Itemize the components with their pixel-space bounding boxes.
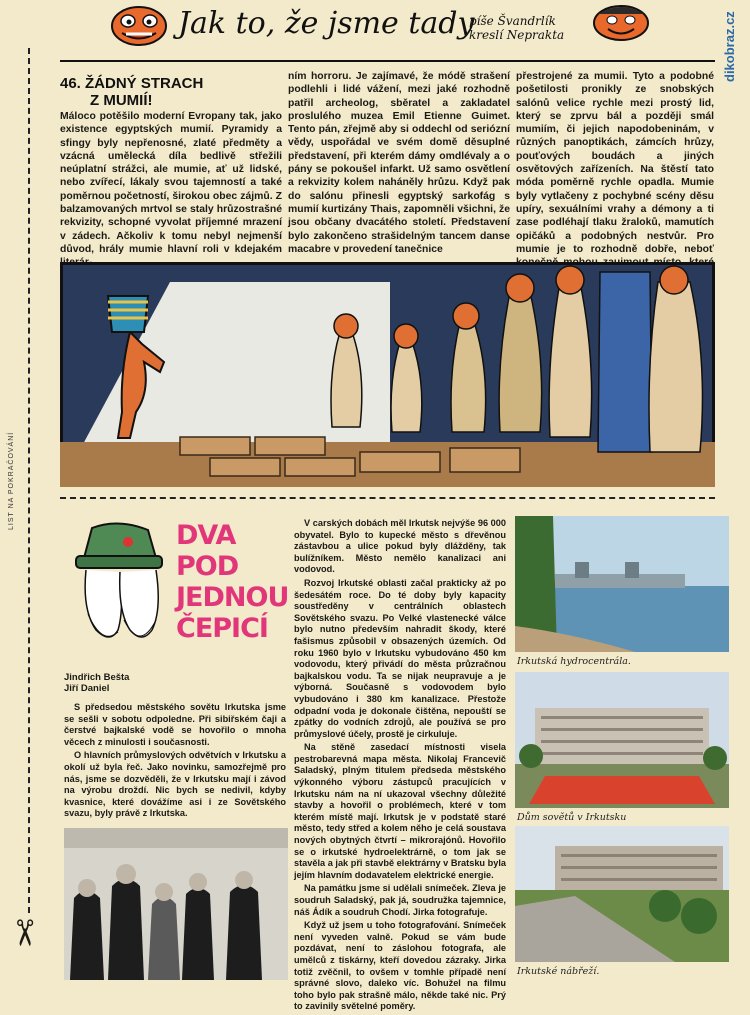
side-url: dikobraz.cz	[722, 11, 737, 82]
article-paragraph: O hlavních průmyslových odvětvích v Irkutsku a okolí už byla řeč. Jako novinku, samozřejmě pro nás, jsme se dozvěděli, že v Irkutsku mají i závod na výrobu droždí. Nic bych se nedivil, kdyby kvasnice, které dovážíme asi i ze Sovětského svazu, byly právě z Irkutska.	[64, 750, 286, 819]
header-credit	[469, 14, 564, 42]
soviet-house-photo	[515, 672, 729, 808]
two-men-cap-icon	[66, 520, 168, 660]
photo-caption: Irkutská hydrocentrála.	[517, 656, 631, 667]
top-rule	[60, 60, 715, 62]
scissors-icon: ✂	[4, 917, 46, 949]
hydro-plant-photo	[515, 516, 729, 652]
article-paragraph: přestrojené za mumii. Tyto a podobné pošetilosti pronikly ze snobských salónů velice rychle mezi prostý lid, který se zprvu bál a později smál mumiím, či jejich napodobeninám, v různých panoptikách, zámcích hrůzy, pouťových boudách a jiných osvětových zařízeních. Na štěstí tato móda poměrně rychle opadla. Mumie byly vytlačeny z pochybné scény děsu upíry, sexuálními vrahy a démony a ti zase podléhají tlaku žraloků, mamutích opičáků a podobných nestvůr. Pro mumie je to rozhodně dobře, neboť	[516, 71, 714, 255]
article-title	[60, 75, 285, 109]
author-name: Jindřich Bešta	[64, 672, 130, 683]
article-title-line-2: Z MUMIÍ!	[90, 92, 153, 109]
article-2-column-2	[294, 518, 506, 1015]
mummy-cartoon-image	[60, 262, 715, 487]
photo-caption: Irkutské nábřeží.	[517, 966, 600, 977]
article-column-1	[60, 110, 282, 270]
header-author-credit: píše Švandrlík	[469, 14, 556, 28]
caricature-face-icon	[590, 2, 652, 44]
article-paragraph: S předsedou městského sovětu Irkutska jsme se sešli v sobotu odpoledne. Při sibiřském čaji a čerstvé bajkalské vodě se hovořilo o mnoha věcech z minulosti i současnosti.	[64, 702, 286, 747]
cut-line-left	[28, 48, 30, 913]
header-illustrator-credit: kreslí Neprakta	[469, 28, 565, 42]
photo-embankment	[515, 826, 729, 962]
article-2-title	[176, 520, 288, 644]
cut-line-horizontal	[60, 497, 715, 499]
photo-caption: Dům sovětů v Irkutsku	[517, 812, 627, 823]
page-header-title: Jak to, že jsme tady	[178, 6, 475, 41]
article-paragraph: Na stěně zasedací místnosti visela pestrobarevná mapa města. Nikolaj Francevič Saladský, plným titulem předseda městského výkonného výboru zástupců pracujících v Irkutsku nám na ní ukazoval všechny důležité stavby a hovořil o problémech, které v tom kterém místě mají. Irkutsk je v podstatě staré město, tedy střed a kolem něho je celá soustava nových obytných čtvrtí – mikrorajónů. Hovořilo se o irkutské hydroelektrárně, o tom jak se stavěla a jak při stavbě elektrárny v Bratsku byla jejím hlavním dodavatelem elektrické energie.	[294, 742, 506, 880]
title-line: POD	[176, 551, 239, 582]
caricature-face-icon	[108, 4, 170, 48]
fold-label: LIST NA POKRAČOVÁNÍ	[8, 431, 15, 530]
group-photo-image	[64, 828, 288, 980]
photo-hydro	[515, 516, 729, 652]
article-paragraph: Na památku jsme si udělali snímeček. Zleva je soudruh Saladský, pak já, soudružka tajemnice, náš Ádík a soudruh Chodí. Jirka fotografuje.	[294, 883, 506, 917]
mummy-illustration	[60, 262, 715, 487]
article-2-authors	[64, 672, 129, 694]
title-line: JEDNOU	[176, 582, 289, 613]
header-right-face	[590, 2, 652, 44]
article-paragraph: ním horroru. Je zajímavé, že módě strašení podlehli i lidé vážení, mezi jaké rozhodně patřil archeolog, sběratel a zakladatel proslulého muzea Emil Etienne Guimet. Tento pán, zřejmě aby si oddechl od seriózní vědy, uspořádal ve svém domě děsuplné představení, při kterém dámy omdlévaly a o pány se pokoušel infarkt. Už samo osvětlení a rekvizity kolem naháněly hrůzu. Když pak do salónu přinesli egyptský sarkofág s mumií kurtizány Thais, zapomněli všichni, že jsou občany dvacátého století. Představení bylo zakončeno strašidelným tancem danse macabre v provedení tanečnice	[288, 71, 510, 255]
article-paragraph: Rozvoj Irkutské oblasti začal prakticky až po šedesátém roce. Do té doby byly kapacity soustředěny v centrálních oblastech Sovětského svazu. Po Velké vlastenecké válce bylo nutno především nahradit škody, které fašismus způsobil v obsazených územích. Od roku 1960 bylo v Irkutsku vybudováno 450 km vodovodu, který přivádí do města průzračnou bajkalskou vodu. Ta se nijak neupravuje a je výborná. Současně s vodovodem bylo vybudováno i 380 km kanalizace. Přestože odpadní voda je dokonale čištěna, nepouští se zpátky do vodních zdrojů, ale používá se pro průmyslové účely, prostě je cirkuluje.	[294, 577, 506, 739]
embankment-photo	[515, 826, 729, 962]
article-column-3	[516, 70, 714, 283]
author-name: Jiří Daniel	[64, 683, 110, 694]
article-paragraph: Máloco potěšilo moderní Evropany tak, jako existence egyptských mumií. Pyramidy a sfingy byly nepřenosné, zlaté předměty a vzácná umělecká díla bedlivě střežili neúplatní strážci, ale mumie, ať už lidské, nebo zvířecí, lákaly svou tajemností a také poměrnou početností, širokou obec zájmů. Z balzamovaných mrtvol se staly hrůzostrašné rekvizity, schopné vyvolat příjemné mrazení v zádech. Ačkoliv k tomu nebyl nejmenší důvod, hrály mumie hlavní roli v kdejakém	[60, 111, 282, 255]
header-left-face	[108, 4, 170, 48]
group-photo	[64, 828, 288, 980]
cap-illustration	[66, 520, 168, 660]
article-column-2	[288, 70, 510, 256]
article-2-column-1	[64, 702, 286, 822]
photo-soviet-house	[515, 672, 729, 808]
article-paragraph: V carských dobách měl Irkutsk nejvýše 96 000 obyvatel. Bylo to kupecké město s dřevěnou zástavbou a ulice pokud byly dlážděny, tak bulížníkem. Město nemělo kanalizaci ani vodovod.	[294, 518, 506, 575]
article-title-line-1: 46. ŽÁDNÝ STRACH	[60, 75, 204, 92]
article-paragraph: Když už jsem u toho fotografování. Snímeček není vyveden valně. Pokud se vám bude pozdávat, není to záslohou fotografa, ale umělců z tiskárny, kteří dovedou zázraky. Jirka totiž zvěčnil, to ovšem v tomhle případě není správné slovo, daleko víc. Bohužel na filmu toho bylo pak strašně málo, někde také nic. Prý to zavinily světelné poměry.	[294, 920, 506, 1012]
title-line: DVA	[176, 520, 236, 551]
title-line: ČEPICÍ	[176, 613, 268, 644]
